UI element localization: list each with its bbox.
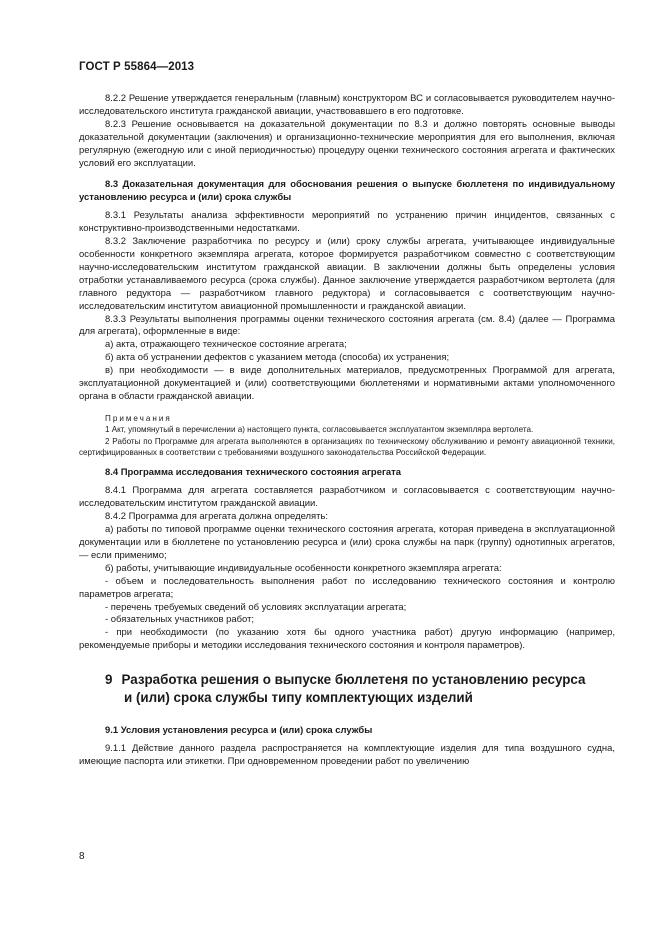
document-header: ГОСТ Р 55864—2013 — [79, 61, 195, 73]
paragraph-8-2-2: 8.2.2 Решение утверждается генеральным (главным) конструктором ВС и согласовывается руководителем научно-исследовательского института гражданской авиации, участвовавшего в его подготовке. — [79, 93, 615, 117]
chapter-9-title-line-2: и (или) срока службы типу комплектующих изделий — [124, 690, 473, 706]
section-9-1-title: 9.1 Условия установления ресурса и (или) срока службы — [105, 725, 373, 737]
note-1: 1 Акт, упомянутый в перечислении а) настоящего пункта, согласовывается эксплуатантом экземпляра вертолета. — [105, 425, 534, 435]
list-item-8-4-2-b: б) работы, учитывающие индивидуальные особенности конкретного экземпляра агрегата: — [105, 562, 502, 574]
paragraph-8-4-2: 8.4.2 Программа для агрегата должна определять: — [105, 511, 328, 523]
list-item-8-4-2-a: а) работы по типовой программе оценки технического состояния агрегата, которая приведена в эксплуатационной документации или в бюллетене по установлению ресурса и (или) срока службы на парк (группу) однотипных агрегатов, — если применимо; — [79, 524, 615, 561]
document-body — [79, 93, 615, 769]
page-number: 8 — [79, 851, 85, 862]
dash-item-1: - объем и последовательность выполнения работ по исследованию технического состояния и контролю параметров агрегата; — [79, 575, 615, 600]
list-item-8-3-3-a: а) акта, отражающего техническое состояние агрегата; — [105, 339, 347, 351]
chapter-9-number: 9 — [105, 672, 113, 688]
paragraph-9-1-1: 9.1.1 Действие данного раздела распространяется на комплектующие изделия для типа воздушного судна, имеющие паспорта или этикетки. При одновременном проведении работ по увеличению — [79, 743, 615, 767]
notes-title: Примечания — [105, 413, 172, 423]
paragraph-8-2-3: 8.2.3 Решение основывается на доказательной документации по 8.3 и должно повторять основные выводы доказательной документации (заключения) и организационно-технические мероприятия для его выполнения, включая регулярную (ежегодную или с иной периодичностью) процедуру оценки технического состояния агрегата и фактических условий его эксплуатации. — [79, 118, 615, 169]
chapter-9-title-line-1: Разработка решения о выпуске бюллетеня по установлению ресурса — [121, 672, 586, 688]
dash-item-4: - при необходимости (по указанию хотя бы одного участника работ) другую информацию (например, рекомендуемые приборы и методики исследования технического состояния и контроля параметров). — [79, 627, 615, 652]
list-item-8-3-3-v: в) при необходимости — в виде дополнительных материалов, предусмотренных Программой для агрегата, эксплуатационной документацией и (или) соответствующими бюллетенями и нормативными актами уполномоченного органа в области гражданской авиации. — [79, 365, 615, 402]
paragraph-8-3-2: 8.3.2 Заключение разработчика по ресурсу и (или) сроку службы агрегата, учитывающее индивидуальные особенности конкретного экземпляра агрегата, которое формируется разработчиком совместно с соответствующим научно-исследовательским институтом гражданской авиации. В заключении должны быть определены условия отработки устанавливаемого ресурса (срока службы). Данное заключение утверждается разработчиком вертолета (для главного редуктора — разработчиком главного редуктора) и согласовывается с соответствующим научно-исследовательским институтом авиационной промышленности и гражданской авиации. — [79, 236, 615, 312]
dash-item-2: - перечень требуемых сведений об условиях эксплуатации агрегата; — [105, 601, 407, 613]
dash-item-3: - обязательных участников работ; — [105, 614, 255, 626]
section-8-4-title: 8.4 Программа исследования технического состояния агрегата — [105, 467, 401, 479]
paragraph-8-3-3: 8.3.3 Результаты выполнения программы оценки технического состояния агрегата (см. 8.4) (далее — Программа для агрегата), оформленные в виде: — [79, 313, 615, 338]
section-8-3-title: 8.3 Доказательная документация для обоснования решения о выпуске бюллетеня по индивидуальному установлению ресурса и (или) срока службы — [79, 179, 615, 204]
list-item-8-3-3-b: б) акта об устранении дефектов с указанием метода (способа) их устранения; — [105, 352, 450, 364]
chapter-9-title — [79, 671, 615, 707]
paragraph-8-4-1: 8.4.1 Программа для агрегата составляется разработчиком и согласовывается с соответствующим научно-исследовательским институтом гражданской авиации. — [79, 485, 615, 510]
note-2: 2 Работы по Программе для агрегата выполняются в организациях по техническому обслуживанию и ремонту авиационной техники, сертифицированных в соответствии с требованиями воздушного законодательства Российской Федерации. — [79, 436, 615, 458]
paragraph-8-3-1: 8.3.1 Результаты анализа эффективности мероприятий по устранению причин инцидентов, связанных с конструктивно-производственными недостатками. — [79, 210, 615, 235]
